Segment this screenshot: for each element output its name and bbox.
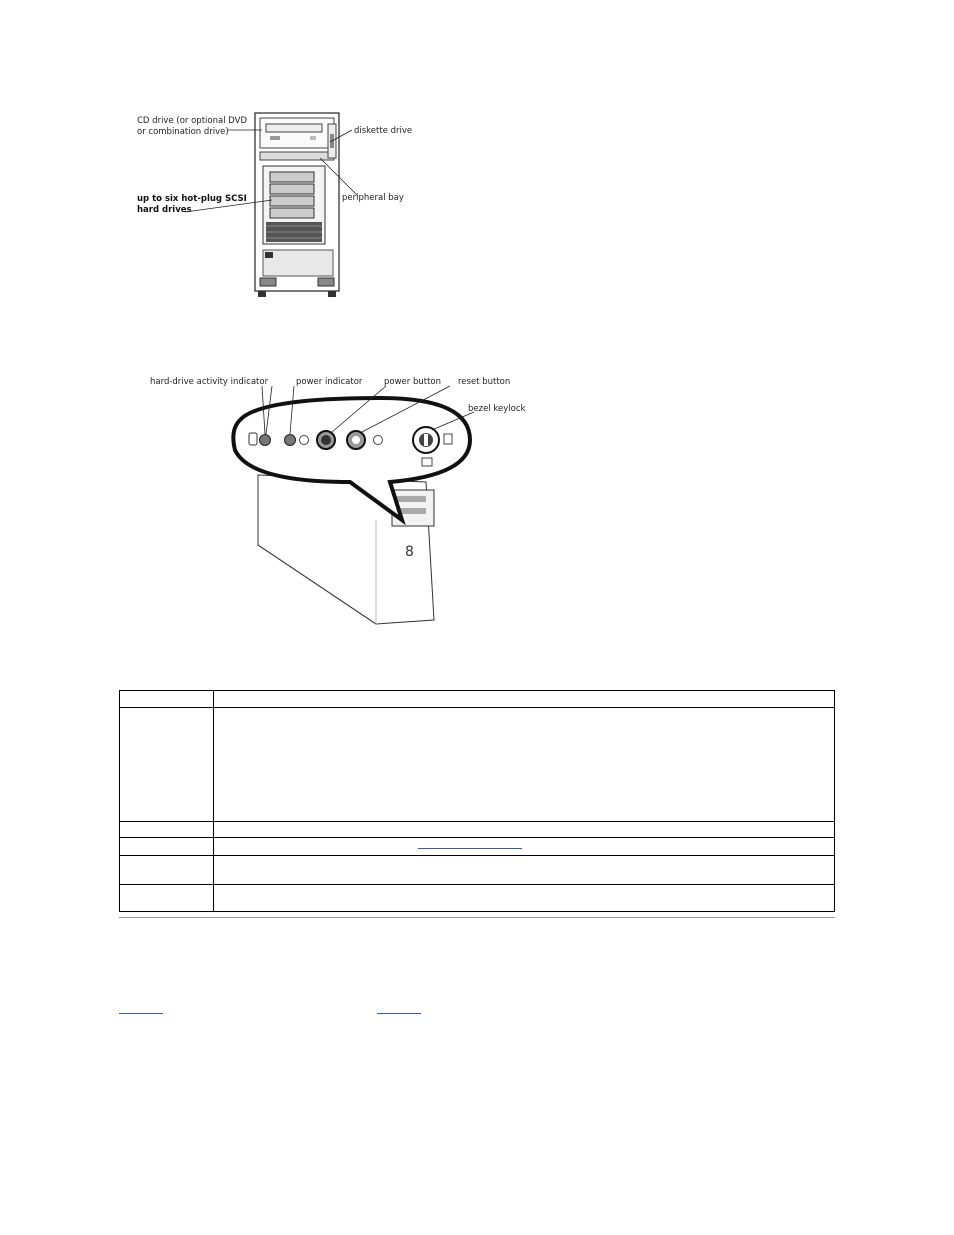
front-view-figure xyxy=(130,110,440,300)
section-divider xyxy=(119,917,835,918)
label-bezel-keylock: bezel keylock xyxy=(468,404,526,414)
label-power-indicator: power indicator xyxy=(296,377,363,387)
label-cd-drive-1: CD drive (or optional DVD xyxy=(137,116,248,126)
label-hdd-indicator: hard-drive activity indicator xyxy=(150,377,269,387)
table-row xyxy=(120,885,835,912)
label-reset-button: reset button xyxy=(458,377,511,387)
front-view-illustration xyxy=(130,110,440,300)
table-row xyxy=(120,691,835,708)
svg-text:8: 8 xyxy=(405,544,414,560)
control-panel-illustration xyxy=(140,370,530,630)
control-panel-figure xyxy=(140,370,530,630)
table-row xyxy=(120,708,835,822)
table-row xyxy=(120,822,835,838)
nav-link-next[interactable] xyxy=(377,1013,421,1014)
label-peripheral-bay: peripheral bay xyxy=(342,193,404,203)
label-power-button: power button xyxy=(384,377,442,387)
label-scsi-2: hard drives xyxy=(137,205,192,215)
label-scsi-1: up to six hot-plug SCSI xyxy=(137,194,247,204)
nav-link-back[interactable] xyxy=(119,1013,163,1014)
spec-table xyxy=(119,690,835,912)
table-link[interactable] xyxy=(418,848,522,849)
table-row xyxy=(120,838,835,856)
table-row xyxy=(120,856,835,885)
label-cd-drive-2: or combination drive) xyxy=(137,127,229,137)
label-diskette-drive: diskette drive xyxy=(354,126,413,136)
